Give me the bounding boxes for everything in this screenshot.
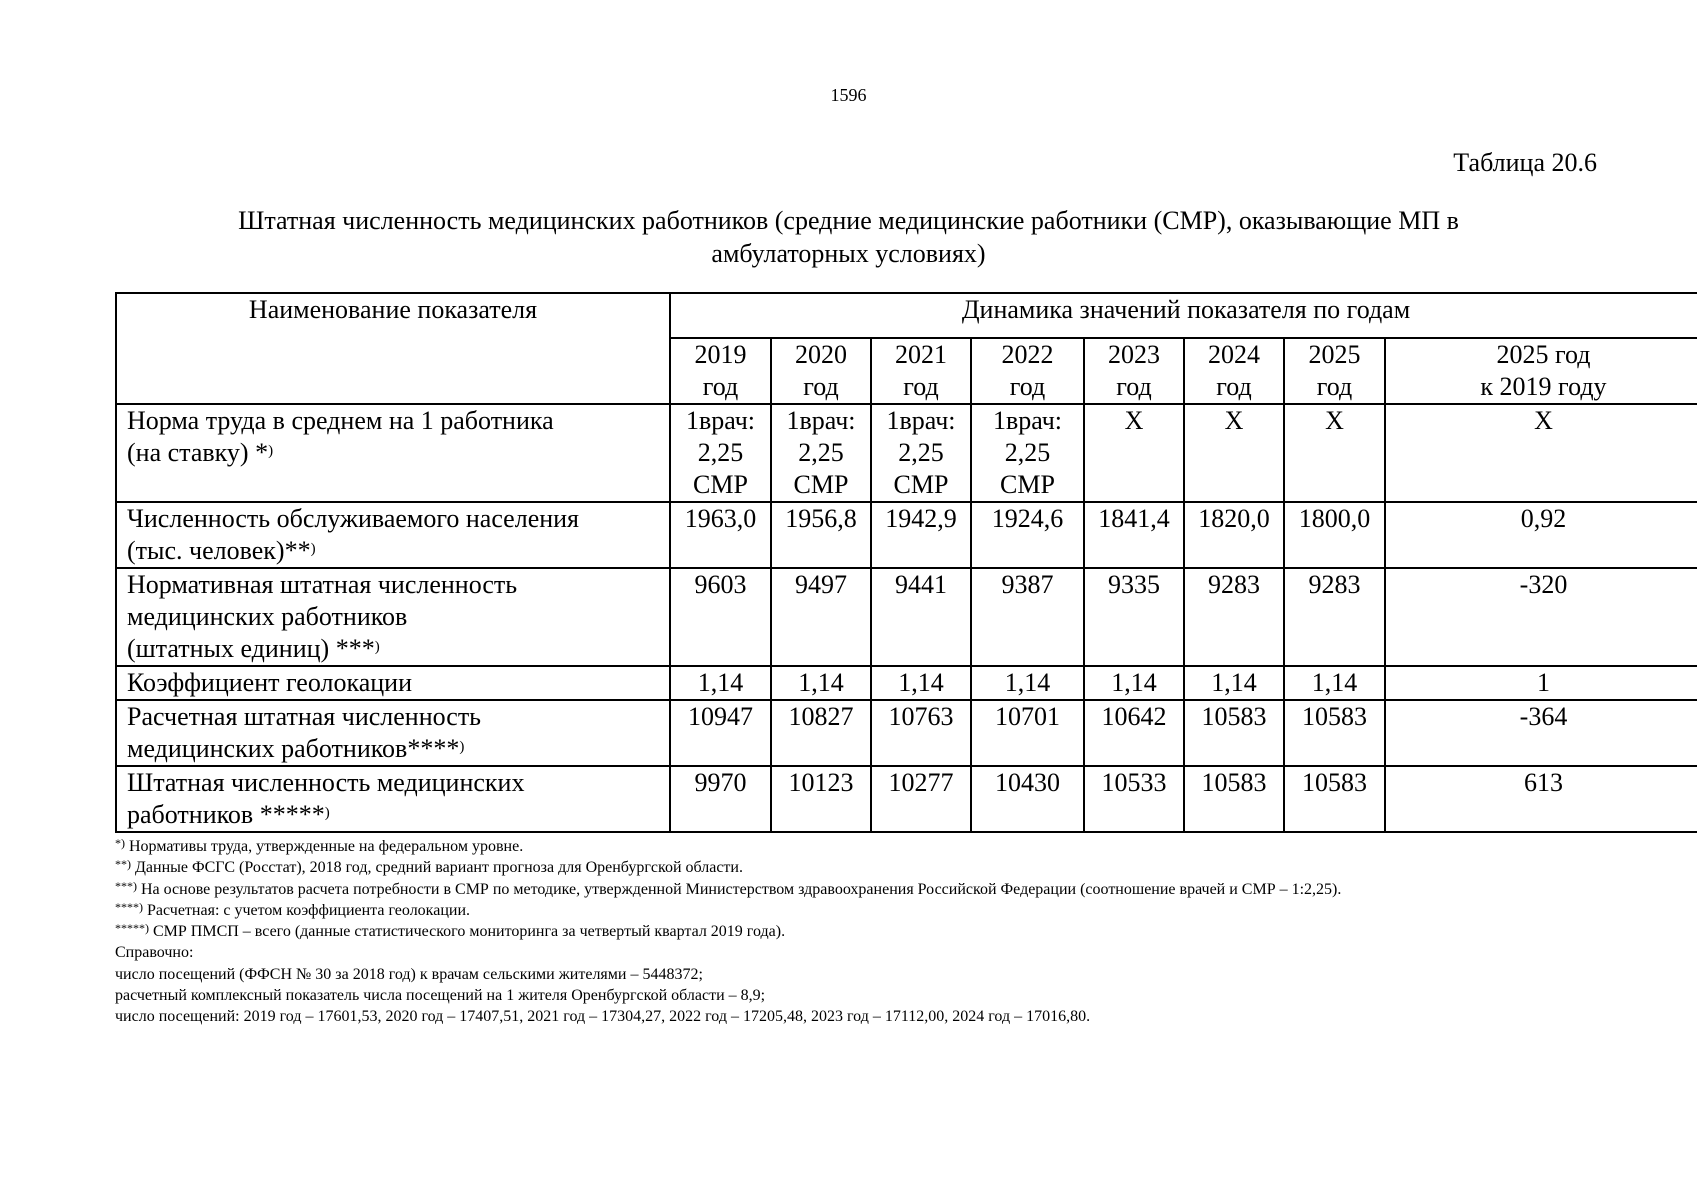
header-year: 2025 год	[1284, 338, 1385, 404]
value-cell: 613	[1385, 766, 1697, 832]
value-cell: 9497	[771, 568, 871, 666]
value-cell: 0,92	[1385, 502, 1697, 568]
table-row	[116, 502, 1697, 568]
value-cell: Х	[1284, 404, 1385, 502]
header-indicator-name: Наименование показателя	[116, 293, 670, 404]
value-cell: 1врач: 2,25 СМР	[670, 404, 771, 502]
value-cell: Х	[1184, 404, 1284, 502]
footnote-line: **) Данные ФСГС (Росстат), 2018 год, средний вариант прогноза для Оренбургской области.	[115, 857, 743, 877]
footnote-line: ***) На основе результатов расчета потребности в СМР по методике, утвержденной Министерством здравоохранения Российской Федерации (соотношение врачей и СМР – 1:2,25).	[115, 878, 1342, 898]
value-cell: 1924,6	[971, 502, 1084, 568]
table-label: Таблица 20.6	[1453, 148, 1597, 177]
value-cell: -320	[1385, 568, 1697, 666]
value-cell: 10533	[1084, 766, 1184, 832]
value-cell: -364	[1385, 700, 1697, 766]
table-title-line: Штатная численность медицинских работников (средние медицинские работники (СМР), оказывающие МП в	[238, 206, 1459, 235]
footnote-line: Справочно:	[115, 944, 194, 962]
footnote-line: число посещений: 2019 год – 17601,53, 2020 год – 17407,51, 2021 год – 17304,27, 2022 год – 17205,48, 2023 год – 17112,00, 2024 год – 17016,80.	[115, 1008, 1091, 1026]
value-cell: 1,14	[1084, 666, 1184, 700]
value-cell: 10583	[1284, 766, 1385, 832]
value-cell: 1,14	[771, 666, 871, 700]
footnote-line: *****) СМР ПМСП – всего (данные статистического мониторинга за четвертый квартал 2019 года).	[115, 921, 786, 941]
value-cell: 9387	[971, 568, 1084, 666]
table-title-line: амбулаторных условиях)	[711, 239, 986, 268]
value-cell: 10642	[1084, 700, 1184, 766]
table-title	[150, 204, 1547, 270]
value-cell: 1820,0	[1184, 502, 1284, 568]
footnote-line: расчетный комплексный показатель числа посещений на 1 жителя Оренбургской области – 8,9;	[115, 987, 766, 1005]
value-cell: 1,14	[1284, 666, 1385, 700]
value-cell: 10947	[670, 700, 771, 766]
table-row	[116, 568, 1697, 666]
value-cell: 1942,9	[871, 502, 971, 568]
value-cell: Х	[1385, 404, 1697, 502]
indicator-name: Численность обслуживаемого населения (тыс. человек)**)	[116, 502, 670, 568]
value-cell: 10277	[871, 766, 971, 832]
value-cell: 1врач: 2,25 СМР	[971, 404, 1084, 502]
header-years-group: Динамика значений показателя по годам	[670, 293, 1697, 338]
value-cell: 10583	[1184, 766, 1284, 832]
header-row	[116, 293, 1697, 338]
value-cell: 10763	[871, 700, 971, 766]
header-year: 2021 год	[871, 338, 971, 404]
value-cell: 9441	[871, 568, 971, 666]
value-cell: 10827	[771, 700, 871, 766]
value-cell: 9603	[670, 568, 771, 666]
value-cell: 1963,0	[670, 502, 771, 568]
footnote-line: число посещений (ФФСН № 30 за 2018 год) к врачам сельскими жителями – 5448372;	[115, 965, 703, 983]
value-cell: 1врач: 2,25 СМР	[771, 404, 871, 502]
value-cell: Х	[1084, 404, 1184, 502]
header-year: 2019 год	[670, 338, 771, 404]
value-cell: 1врач: 2,25 СМР	[871, 404, 971, 502]
header-year-comparison: 2025 год к 2019 году	[1385, 338, 1697, 404]
value-cell: 10583	[1184, 700, 1284, 766]
table-row	[116, 700, 1697, 766]
value-cell: 10701	[971, 700, 1084, 766]
header-year: 2022 год	[971, 338, 1084, 404]
footnote-line: *) Нормативы труда, утвержденные на федеральном уровне.	[115, 836, 524, 855]
value-cell: 10123	[771, 766, 871, 832]
value-cell: 9970	[670, 766, 771, 832]
value-cell: 9283	[1284, 568, 1385, 666]
indicator-name: Коэффициент геолокации	[116, 666, 670, 700]
footnote-line: ****) Расчетная: с учетом коэффициента геолокации.	[115, 899, 470, 919]
value-cell: 1,14	[670, 666, 771, 700]
indicator-name: Штатная численность медицинских работников *****)	[116, 766, 670, 832]
value-cell: 10583	[1284, 700, 1385, 766]
value-cell: 1841,4	[1084, 502, 1184, 568]
value-cell: 9283	[1184, 568, 1284, 666]
page-number: 1596	[830, 85, 867, 105]
indicator-name: Расчетная штатная численность медицинских работников****)	[116, 700, 670, 766]
header-year: 2023 год	[1084, 338, 1184, 404]
value-cell: 10430	[971, 766, 1084, 832]
header-year: 2024 год	[1184, 338, 1284, 404]
value-cell: 1,14	[971, 666, 1084, 700]
indicator-name: Нормативная штатная численность медицинских работников (штатных единиц) ***)	[116, 568, 670, 666]
footnotes	[115, 836, 1615, 1028]
table-row	[116, 404, 1697, 502]
header-year: 2020 год	[771, 338, 871, 404]
indicator-name: Норма труда в среднем на 1 работника (на ставку) *)	[116, 404, 670, 502]
value-cell: 1956,8	[771, 502, 871, 568]
table-row	[116, 666, 1697, 700]
value-cell: 9335	[1084, 568, 1184, 666]
value-cell: 1,14	[1184, 666, 1284, 700]
value-cell: 1800,0	[1284, 502, 1385, 568]
value-cell: 1	[1385, 666, 1697, 700]
table-row	[116, 766, 1697, 832]
value-cell: 1,14	[871, 666, 971, 700]
staffing-table	[115, 292, 1697, 833]
